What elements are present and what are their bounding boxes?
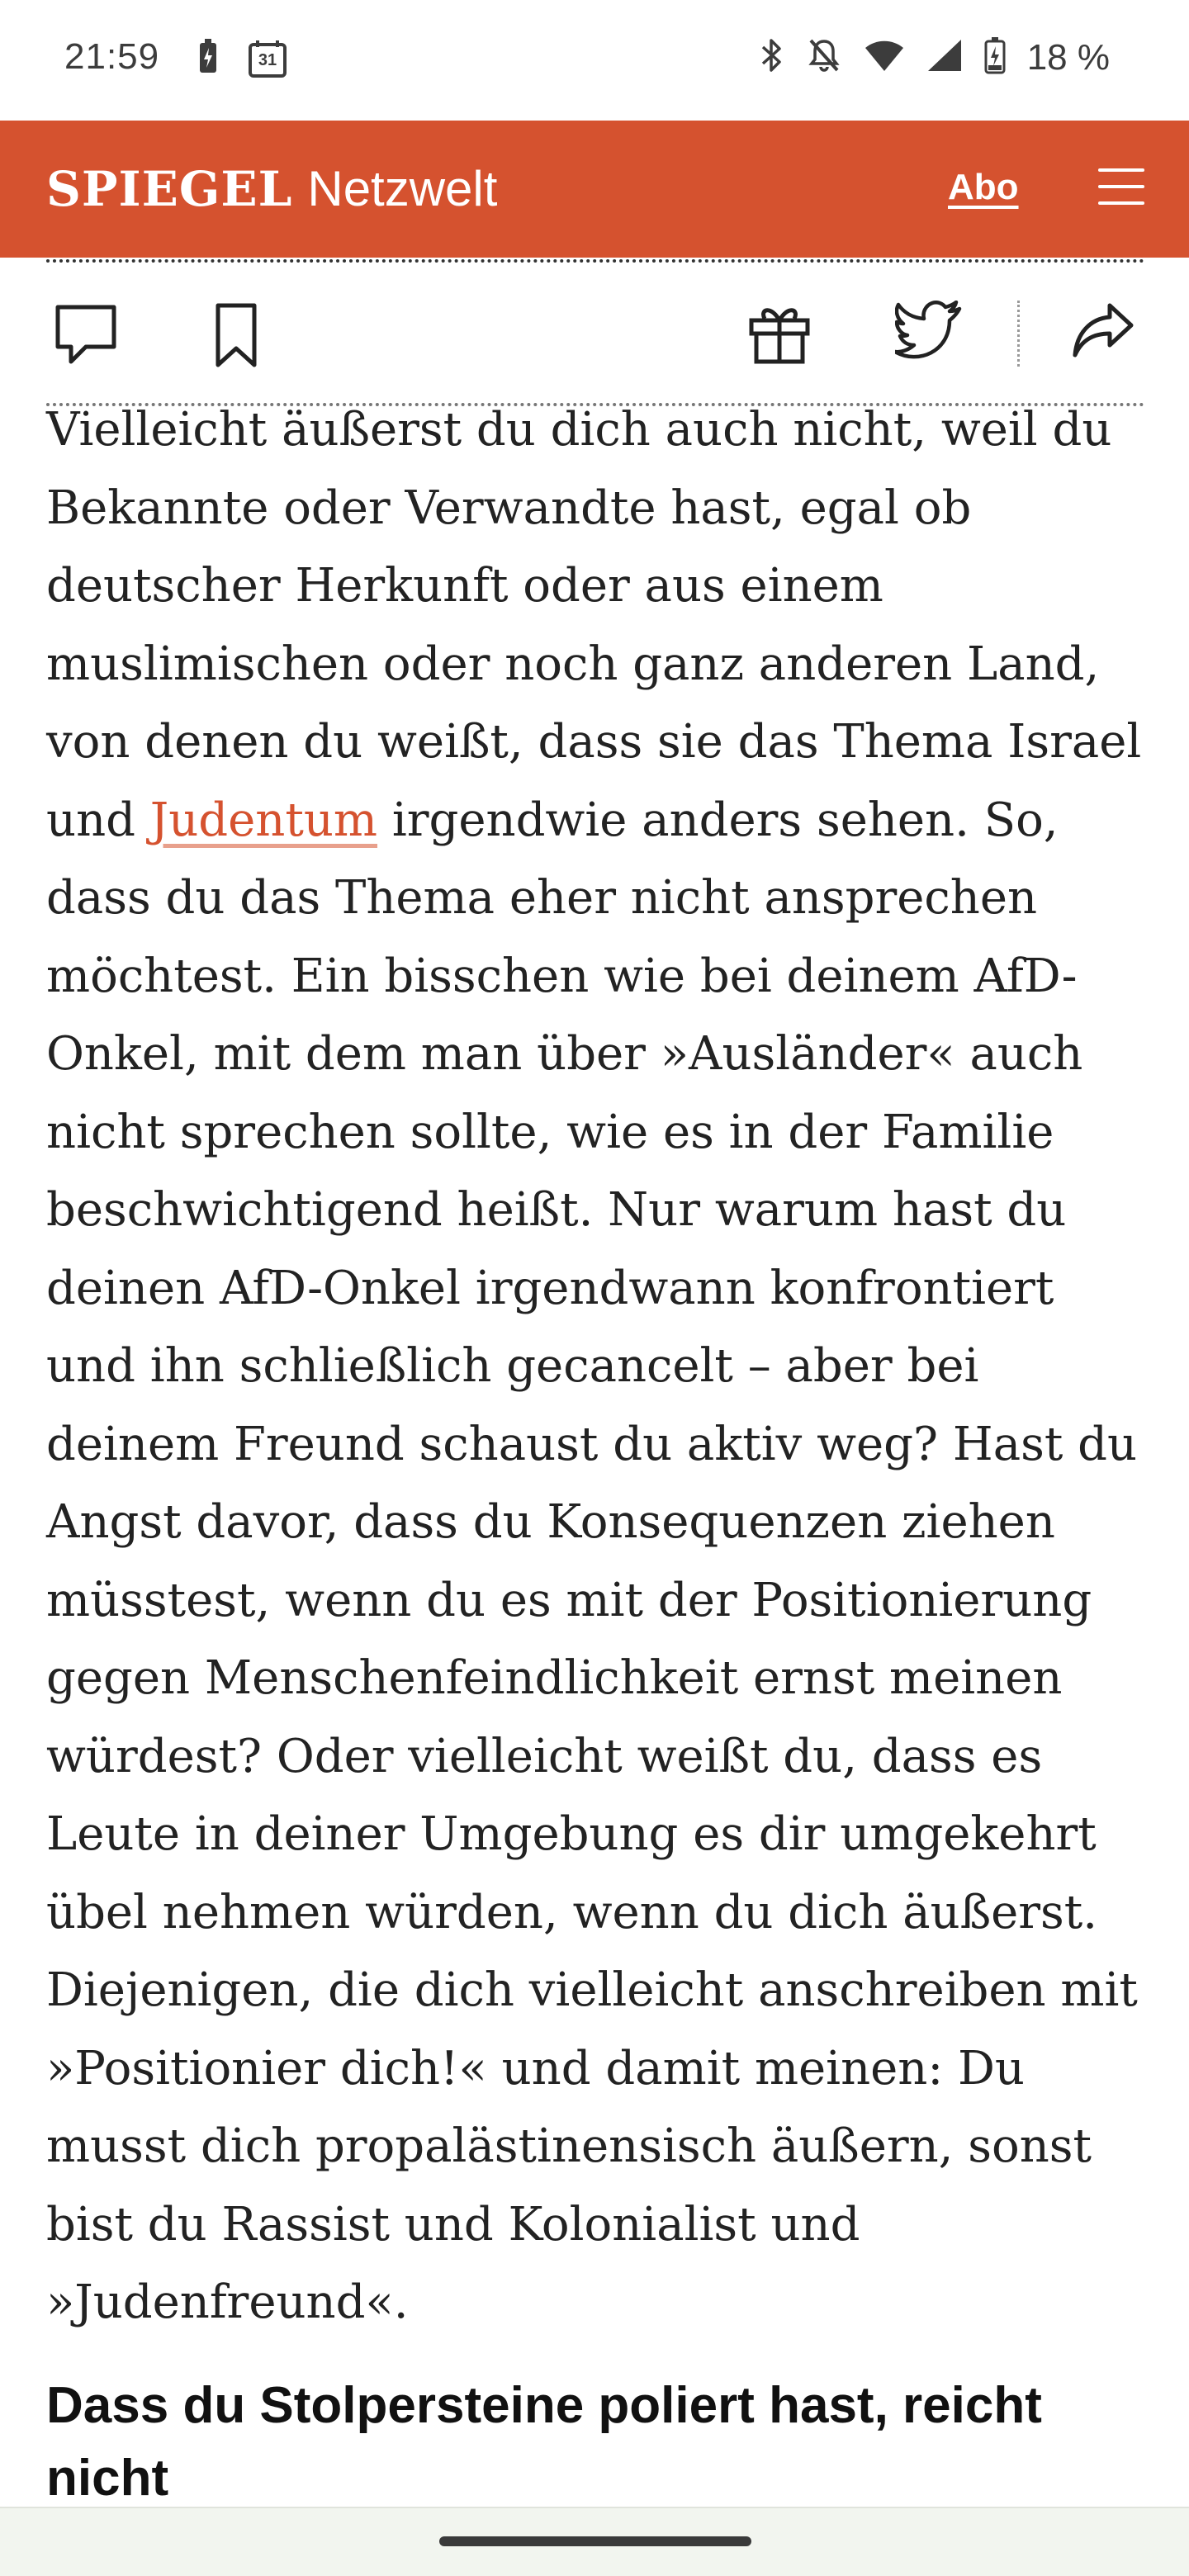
- bookmark-icon: [211, 301, 261, 370]
- twitter-share-button[interactable]: [895, 301, 964, 364]
- gift-button[interactable]: [746, 301, 812, 371]
- mute-icon: [806, 37, 842, 78]
- bookmark-button[interactable]: [211, 301, 261, 374]
- judentum-link[interactable]: Judentum: [149, 793, 378, 847]
- system-nav-bar: [0, 2507, 1189, 2576]
- abo-link[interactable]: Abo: [948, 167, 1019, 207]
- article-toolbar: [0, 258, 1189, 406]
- paragraph-text-start: Vielleicht äußerst du dich auch nicht, weil du Bekannte oder Verwandte hast, egal ob deutscher Herkunft oder aus einem muslimischen oder noch ganz anderen Land, von denen du weißt, dass sie das Thema Israel und: [46, 403, 1142, 847]
- status-time: 21:59: [64, 36, 160, 77]
- comment-icon: [53, 301, 119, 367]
- twitter-icon: [895, 301, 964, 360]
- battery-percent: 18 %: [1026, 36, 1110, 78]
- paragraph-text-end: irgendwie anders sehen. So, dass du das Thema eher nicht ansprechen möchtest. Ein bisschen wie bei deinem AfD-Onkel, mit dem man über »Ausländer« auch nicht sprechen sollte, wie es in der Familie beschwichtigend heißt. Nur warum hast du deinen AfD-Onkel irgendwann konfrontiert und ihn schließlich gecancelt – aber bei deinem Freund schaust du aktiv weg? Hast du Angst davor, dass du Konsequenzen ziehen müsstest, wenn du es mit der Positionierung gegen Menschenfeindlichkeit ernst meinen würdest? Oder vielleicht weißt du, dass es Leute in deiner Umgebung es dir umgekehrt übel nehmen würden, wenn du dich äußerst. Diejenigen, die dich vielleicht anschreiben mit »Positionier dich!« und damit meinen: Du musst dich propalästinensisch äußern, sonst bist du Rassist und Kolonialist und »Judenfreund«.: [46, 793, 1138, 2329]
- bluetooth-icon: [760, 37, 784, 78]
- share-button[interactable]: [1070, 301, 1136, 367]
- menu-icon-line: [1098, 201, 1144, 205]
- wifi-icon: [864, 38, 905, 77]
- menu-button[interactable]: [1098, 168, 1144, 208]
- share-icon: [1070, 301, 1136, 363]
- status-bar: [0, 0, 1189, 121]
- article-paragraph: [46, 391, 1153, 2342]
- toolbar-separator: [1017, 301, 1020, 367]
- brand-logo: SPIEGEL: [46, 161, 293, 217]
- home-gesture-handle[interactable]: [439, 2536, 751, 2546]
- comment-button[interactable]: [53, 301, 119, 371]
- gift-icon: [746, 301, 812, 367]
- menu-icon-line: [1098, 168, 1144, 172]
- calendar-icon: [248, 39, 287, 78]
- article-body: [46, 391, 1153, 2342]
- site-header: [0, 121, 1189, 258]
- brand[interactable]: [46, 160, 497, 217]
- battery-saver-icon: [198, 38, 218, 78]
- section-title: Netzwelt: [307, 161, 498, 216]
- signal-icon: [926, 38, 963, 77]
- menu-icon-line: [1098, 185, 1144, 188]
- calendar-day: 31: [258, 50, 277, 69]
- section-subheading: Dass du Stolpersteine poliert hast, reicht nicht: [46, 2377, 1042, 2507]
- divider: [46, 259, 1144, 263]
- battery-icon: [984, 36, 1006, 78]
